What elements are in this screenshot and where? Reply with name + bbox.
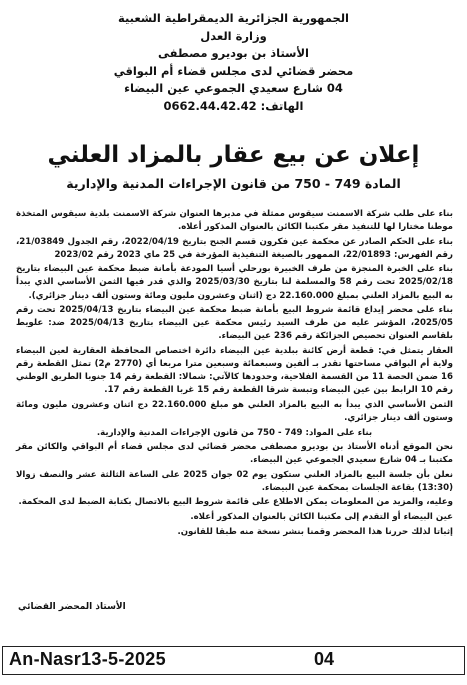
newspaper-issue: An-Nasr13-5-2025 <box>9 649 166 669</box>
signature-line: الأستاذ المحضر القضائي <box>18 602 126 612</box>
footer-bar <box>2 646 465 675</box>
paragraph-contact: عين البيضاء أو التقدم إلى مكتبنا الكائن بالعنوان المذكور أعلاه. <box>190 512 453 523</box>
header-ministry: وزارة العدل <box>200 28 267 43</box>
announcement-body <box>16 208 453 540</box>
announcement-subtitle: المادة 749 - 750 من قانون الإجراءات المدنية والإدارية <box>66 176 401 191</box>
page-number: 04 <box>314 649 335 669</box>
paragraph-deposit: بناء على محضر إيداع قائمة شروط البيع بأمانة ضبط محكمة عين البيضاء بتاريخ 2025/04/13 تحت رقم 2025/05، المؤشر عليه من طرف السيد رئيس محكمة عين البيضاء بتاريخ 2025/04/13 ضد: علويط بلقاسم العنوان تحصيص الجزائكة رقم 236 عين البيضاء. <box>16 305 454 342</box>
paragraph-closing: إثباتا لذلك حررنا هذا المحضر وقمنا بنشر نسخة منه طبقا للقانون. <box>177 526 453 537</box>
paragraph-judgment: بناء على الحكم الصادر عن محكمة عين فكرون قسم الجنح بتاريخ 2022/04/19، رقم الجدول 21/03849، رقم الفهرس: 22/01893، الممهور بالصيغة التنفيذية المؤرخة في 25 ماي 2023 رقم 2023/02 <box>16 236 454 260</box>
paragraph-request: بناء على طلب شركة الاسمنت سيقوس ممثلة في مديرها العنوان شركة الاسمنت بلدية سيقوس المتخذة موطنا مختارا لها للتنفيذ مقر مكتبنا الكائن بالعنوان المذكور أعلاه. <box>16 209 453 233</box>
header-bailiff-role: محضر قضائي لدى مجلس قضاء أم البواقي <box>113 63 354 78</box>
header-address: 04 شارع سعيدي الجموعي عين البيضاء <box>124 81 343 95</box>
paragraph-information: وعليه، والمزيد من المعلومات يمكن الاطلاع على قائمة شروط البيع بالاتصال بكتابة الضبط لدى المحكمة. <box>18 497 453 508</box>
header-bailiff-name: الأستاذ بن بوديرو مصطفى <box>157 46 309 60</box>
paragraph-expertise: بناء على الخبرة المنجزة من طرف الخبيرة بورحلي أسيا المودعة بأمانة ضبط محكمة عين البيضاء بتاريخ 2025/02/18 تحت رقم 58 والمسلمة لنا بتاريخ 2025/03/30 والذي قدر فيها الثمن الأساسي الذي يبدأ به البيع بالمزاد العلني بمبلغ 22.160.000 دج (اثنان وعشرون مليون ومائة وستون ألف دينار جزائري). <box>16 264 453 301</box>
paragraph-property: العقار يتمثل في: قطعة أرض كائنة ببلدية عين البيضاء دائرة اختصاص المحافظة العقارية لعين البيضاء ولاية أم البواقي مساحتها تقدر بـ ألفين وسبعمائة وسبعين مترا مربعا أي (2770 م2) تمثل القطعة رقم 16 ضمن الحصة 11 من القسمة الفلاحية، وحدودها كالآتي: شمالا: القطعة رقم 14 جنوبا الطريق الوطني رقم 10 الرابط بين عين البيضاء وتبسة شرقا القطعة رقم 15 غربا القطعة رقم 17. <box>16 345 453 396</box>
header-phone: الهاتف: 0662.44.42.42 <box>163 98 304 113</box>
paragraph-undersigned: نحن الموقع أدناه الأستاذ بن بوديرو مصطفى محضر قضائي لدى مجلس قضاء أم البواقي والكائن مقر مكتبنا بـ 04 شارع سعيدي الجموعي عين البيضاء. <box>16 442 453 466</box>
document-header <box>0 10 467 115</box>
paragraph-articles: بناء على المواد: 749 - 750 من قانون الإجراءات المدنية والإدارية. <box>96 427 373 438</box>
paragraph-base-price: الثمن الأساسي الذي يبدأ به البيع بالمزاد العلني هو مبلغ 22.160.000 دج اثنان وعشرون مليون ومائة وستون ألف دينار جزائري. <box>16 399 453 423</box>
announcement-title: إعلان عن بيع عقار بالمزاد العلني <box>47 142 420 168</box>
header-republic: الجمهورية الجزائرية الديمقراطية الشعبية <box>117 11 349 25</box>
paragraph-session: نعلن بأن جلسة البيع بالمزاد العلني ستكون يوم 02 جوان 2025 على الساعة الثالثة عشر والنصف زوالا (13:30) بقاعة الجلسات بمحكمة عين البيضاء. <box>16 469 453 493</box>
